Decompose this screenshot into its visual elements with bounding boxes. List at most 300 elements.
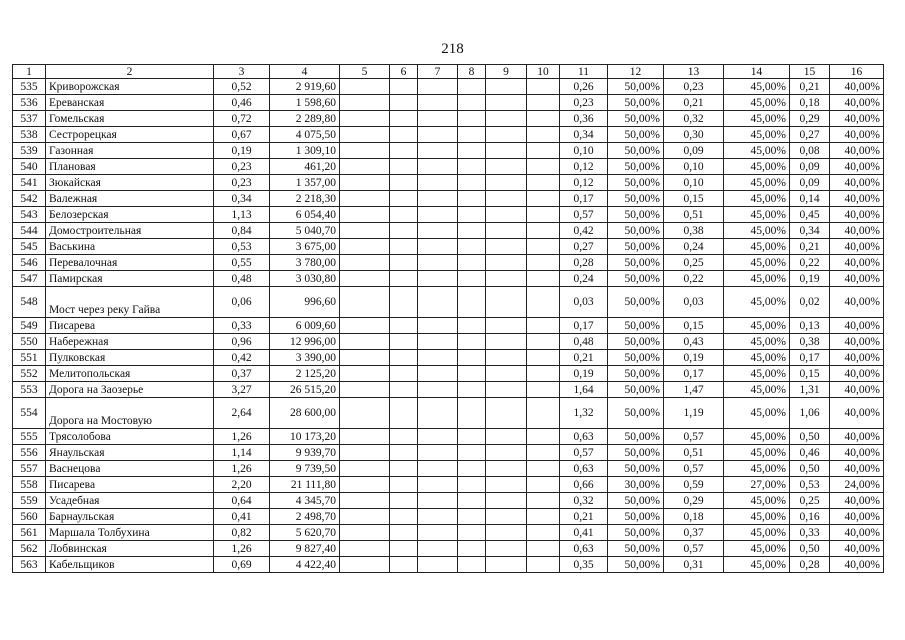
empty-cell xyxy=(486,191,527,207)
empty-cell xyxy=(340,159,390,175)
empty-cell xyxy=(486,239,527,255)
column-header: 9 xyxy=(486,65,527,79)
value-cell: 50,00% xyxy=(608,223,664,239)
value-cell: 9 739,50 xyxy=(270,461,340,477)
value-cell: 0,66 xyxy=(560,477,608,493)
empty-cell xyxy=(390,127,418,143)
empty-cell xyxy=(340,223,390,239)
value-cell: 0,28 xyxy=(790,557,830,573)
value-cell: 40,00% xyxy=(830,159,884,175)
empty-cell xyxy=(527,255,560,271)
empty-cell xyxy=(527,461,560,477)
value-cell: 45,00% xyxy=(724,207,790,223)
value-cell: 50,00% xyxy=(608,111,664,127)
value-cell: 2 919,60 xyxy=(270,79,340,95)
empty-cell xyxy=(340,366,390,382)
empty-cell xyxy=(418,557,458,573)
empty-cell xyxy=(486,334,527,350)
empty-cell xyxy=(340,271,390,287)
value-cell: 0,57 xyxy=(560,207,608,223)
value-cell: 50,00% xyxy=(608,239,664,255)
table-row xyxy=(13,493,884,509)
empty-cell xyxy=(390,79,418,95)
value-cell: 45,00% xyxy=(724,541,790,557)
value-cell: 0,45 xyxy=(790,207,830,223)
empty-cell xyxy=(340,461,390,477)
empty-cell xyxy=(527,95,560,111)
empty-cell xyxy=(486,350,527,366)
row-number: 563 xyxy=(13,557,46,573)
street-name: Барнаульская xyxy=(46,509,214,525)
empty-cell xyxy=(458,334,486,350)
empty-cell xyxy=(458,207,486,223)
table-row xyxy=(13,159,884,175)
value-cell: 45,00% xyxy=(724,525,790,541)
value-cell: 0,03 xyxy=(664,287,724,318)
value-cell: 3 780,00 xyxy=(270,255,340,271)
empty-cell xyxy=(458,127,486,143)
value-cell: 0,53 xyxy=(214,239,270,255)
empty-cell xyxy=(340,429,390,445)
empty-cell xyxy=(340,541,390,557)
empty-cell xyxy=(486,509,527,525)
value-cell: 0,03 xyxy=(560,287,608,318)
value-cell: 0,42 xyxy=(560,223,608,239)
empty-cell xyxy=(527,525,560,541)
empty-cell xyxy=(418,334,458,350)
street-name: Набережная xyxy=(46,334,214,350)
empty-cell xyxy=(458,398,486,429)
column-header: 12 xyxy=(608,65,664,79)
value-cell: 40,00% xyxy=(830,143,884,159)
empty-cell xyxy=(340,350,390,366)
table-row xyxy=(13,429,884,445)
column-header: 8 xyxy=(458,65,486,79)
value-cell: 0,43 xyxy=(664,334,724,350)
value-cell: 3,27 xyxy=(214,382,270,398)
value-cell: 2,64 xyxy=(214,398,270,429)
value-cell: 45,00% xyxy=(724,111,790,127)
value-cell: 0,12 xyxy=(560,159,608,175)
value-cell: 0,19 xyxy=(790,271,830,287)
street-name: Белозерская xyxy=(46,207,214,223)
value-cell: 0,63 xyxy=(560,461,608,477)
value-cell: 4 422,40 xyxy=(270,557,340,573)
empty-cell xyxy=(340,143,390,159)
value-cell: 50,00% xyxy=(608,271,664,287)
empty-cell xyxy=(340,509,390,525)
table-row xyxy=(13,79,884,95)
value-cell: 50,00% xyxy=(608,461,664,477)
row-number: 551 xyxy=(13,350,46,366)
value-cell: 0,30 xyxy=(664,127,724,143)
empty-cell xyxy=(390,159,418,175)
value-cell: 0,15 xyxy=(790,366,830,382)
value-cell: 28 600,00 xyxy=(270,398,340,429)
empty-cell xyxy=(458,525,486,541)
empty-cell xyxy=(486,493,527,509)
column-header: 2 xyxy=(46,65,214,79)
value-cell: 40,00% xyxy=(830,223,884,239)
value-cell: 45,00% xyxy=(724,79,790,95)
empty-cell xyxy=(340,557,390,573)
street-name: Зюкайская xyxy=(46,175,214,191)
empty-cell xyxy=(418,477,458,493)
street-name: Дорога на Заозерье xyxy=(46,382,214,398)
empty-cell xyxy=(527,366,560,382)
header-row xyxy=(13,65,884,79)
value-cell: 0,29 xyxy=(664,493,724,509)
value-cell: 0,23 xyxy=(560,95,608,111)
table-row xyxy=(13,95,884,111)
value-cell: 0,51 xyxy=(664,207,724,223)
value-cell: 0,13 xyxy=(790,318,830,334)
row-number: 550 xyxy=(13,334,46,350)
value-cell: 0,63 xyxy=(560,541,608,557)
empty-cell xyxy=(418,207,458,223)
value-cell: 50,00% xyxy=(608,191,664,207)
table-row xyxy=(13,509,884,525)
value-cell: 45,00% xyxy=(724,334,790,350)
value-cell: 6 009,60 xyxy=(270,318,340,334)
value-cell: 40,00% xyxy=(830,557,884,573)
empty-cell xyxy=(458,461,486,477)
empty-cell xyxy=(458,271,486,287)
value-cell: 40,00% xyxy=(830,525,884,541)
value-cell: 45,00% xyxy=(724,127,790,143)
table-row xyxy=(13,461,884,477)
value-cell: 3 030,80 xyxy=(270,271,340,287)
value-cell: 50,00% xyxy=(608,127,664,143)
empty-cell xyxy=(527,334,560,350)
value-cell: 0,41 xyxy=(560,525,608,541)
row-number: 552 xyxy=(13,366,46,382)
empty-cell xyxy=(458,143,486,159)
street-name: Ереванская xyxy=(46,95,214,111)
value-cell: 0,25 xyxy=(790,493,830,509)
empty-cell xyxy=(458,175,486,191)
value-cell: 0,53 xyxy=(790,477,830,493)
empty-cell xyxy=(486,271,527,287)
empty-cell xyxy=(527,175,560,191)
value-cell: 40,00% xyxy=(830,207,884,223)
value-cell: 0,21 xyxy=(790,239,830,255)
value-cell: 0,33 xyxy=(790,525,830,541)
empty-cell xyxy=(340,175,390,191)
value-cell: 50,00% xyxy=(608,493,664,509)
empty-cell xyxy=(418,255,458,271)
empty-cell xyxy=(418,95,458,111)
empty-cell xyxy=(527,477,560,493)
empty-cell xyxy=(390,525,418,541)
value-cell: 0,15 xyxy=(664,191,724,207)
table-row xyxy=(13,175,884,191)
value-cell: 3 390,00 xyxy=(270,350,340,366)
value-cell: 2 289,80 xyxy=(270,111,340,127)
value-cell: 40,00% xyxy=(830,255,884,271)
empty-cell xyxy=(527,223,560,239)
value-cell: 0,21 xyxy=(560,509,608,525)
value-cell: 45,00% xyxy=(724,95,790,111)
empty-cell xyxy=(486,143,527,159)
empty-cell xyxy=(390,541,418,557)
value-cell: 0,46 xyxy=(790,445,830,461)
value-cell: 0,84 xyxy=(214,223,270,239)
column-header: 4 xyxy=(270,65,340,79)
empty-cell xyxy=(486,318,527,334)
value-cell: 45,00% xyxy=(724,461,790,477)
value-cell: 1,13 xyxy=(214,207,270,223)
row-number: 547 xyxy=(13,271,46,287)
value-cell: 2 125,20 xyxy=(270,366,340,382)
row-number: 558 xyxy=(13,477,46,493)
value-cell: 50,00% xyxy=(608,429,664,445)
value-cell: 0,82 xyxy=(214,525,270,541)
value-cell: 40,00% xyxy=(830,493,884,509)
row-number: 538 xyxy=(13,127,46,143)
table-row xyxy=(13,239,884,255)
value-cell: 0,51 xyxy=(664,445,724,461)
empty-cell xyxy=(458,445,486,461)
empty-cell xyxy=(458,477,486,493)
value-cell: 0,67 xyxy=(214,127,270,143)
empty-cell xyxy=(390,445,418,461)
table-row xyxy=(13,477,884,493)
empty-cell xyxy=(527,207,560,223)
value-cell: 0,21 xyxy=(790,79,830,95)
empty-cell xyxy=(458,191,486,207)
column-header: 13 xyxy=(664,65,724,79)
value-cell: 0,31 xyxy=(664,557,724,573)
value-cell: 0,42 xyxy=(214,350,270,366)
value-cell: 0,21 xyxy=(664,95,724,111)
empty-cell xyxy=(390,271,418,287)
empty-cell xyxy=(390,334,418,350)
empty-cell xyxy=(340,255,390,271)
empty-cell xyxy=(527,318,560,334)
value-cell: 0,19 xyxy=(214,143,270,159)
street-name: Васнецова xyxy=(46,461,214,477)
value-cell: 0,21 xyxy=(560,350,608,366)
value-cell: 45,00% xyxy=(724,287,790,318)
table-row xyxy=(13,318,884,334)
empty-cell xyxy=(486,127,527,143)
value-cell: 1,26 xyxy=(214,461,270,477)
value-cell: 45,00% xyxy=(724,509,790,525)
empty-cell xyxy=(486,461,527,477)
empty-cell xyxy=(418,111,458,127)
value-cell: 0,28 xyxy=(560,255,608,271)
table-row xyxy=(13,525,884,541)
empty-cell xyxy=(390,111,418,127)
empty-cell xyxy=(418,382,458,398)
table-row xyxy=(13,111,884,127)
value-cell: 45,00% xyxy=(724,350,790,366)
value-cell: 0,41 xyxy=(214,509,270,525)
empty-cell xyxy=(527,509,560,525)
empty-cell xyxy=(418,239,458,255)
street-name: Маршала Толбухина xyxy=(46,525,214,541)
value-cell: 21 111,80 xyxy=(270,477,340,493)
empty-cell xyxy=(418,366,458,382)
value-cell: 0,09 xyxy=(790,175,830,191)
column-header: 16 xyxy=(830,65,884,79)
column-header: 14 xyxy=(724,65,790,79)
empty-cell xyxy=(418,159,458,175)
value-cell: 0,38 xyxy=(790,334,830,350)
row-number: 545 xyxy=(13,239,46,255)
street-name: Васькина xyxy=(46,239,214,255)
value-cell: 0,57 xyxy=(560,445,608,461)
value-cell: 6 054,40 xyxy=(270,207,340,223)
value-cell: 1 357,00 xyxy=(270,175,340,191)
value-cell: 45,00% xyxy=(724,239,790,255)
value-cell: 1,26 xyxy=(214,541,270,557)
value-cell: 0,09 xyxy=(790,159,830,175)
value-cell: 0,24 xyxy=(664,239,724,255)
street-name: Трясолобова xyxy=(46,429,214,445)
street-name: Криворожская xyxy=(46,79,214,95)
value-cell: 0,15 xyxy=(664,318,724,334)
empty-cell xyxy=(486,398,527,429)
street-name: Писарева xyxy=(46,318,214,334)
empty-cell xyxy=(527,159,560,175)
row-number: 536 xyxy=(13,95,46,111)
empty-cell xyxy=(418,525,458,541)
street-name: Усадебная xyxy=(46,493,214,509)
street-name: Перевалочная xyxy=(46,255,214,271)
value-cell: 45,00% xyxy=(724,271,790,287)
empty-cell xyxy=(458,111,486,127)
street-name: Мелитопольская xyxy=(46,366,214,382)
street-name: Валежная xyxy=(46,191,214,207)
table-row xyxy=(13,366,884,382)
empty-cell xyxy=(527,445,560,461)
value-cell: 3 675,00 xyxy=(270,239,340,255)
value-cell: 0,23 xyxy=(664,79,724,95)
value-cell: 50,00% xyxy=(608,143,664,159)
empty-cell xyxy=(527,287,560,318)
empty-cell xyxy=(527,382,560,398)
empty-cell xyxy=(418,541,458,557)
empty-cell xyxy=(486,95,527,111)
value-cell: 50,00% xyxy=(608,334,664,350)
value-cell: 0,36 xyxy=(560,111,608,127)
empty-cell xyxy=(486,541,527,557)
value-cell: 1,32 xyxy=(560,398,608,429)
value-cell: 0,17 xyxy=(664,366,724,382)
value-cell: 45,00% xyxy=(724,557,790,573)
empty-cell xyxy=(486,207,527,223)
empty-cell xyxy=(458,350,486,366)
value-cell: 50,00% xyxy=(608,350,664,366)
value-cell: 40,00% xyxy=(830,509,884,525)
value-cell: 40,00% xyxy=(830,461,884,477)
value-cell: 2,20 xyxy=(214,477,270,493)
column-header: 5 xyxy=(340,65,390,79)
empty-cell xyxy=(486,159,527,175)
empty-cell xyxy=(527,79,560,95)
value-cell: 40,00% xyxy=(830,287,884,318)
empty-cell xyxy=(390,350,418,366)
street-name: Сестрорецкая xyxy=(46,127,214,143)
row-number: 541 xyxy=(13,175,46,191)
empty-cell xyxy=(486,223,527,239)
value-cell: 461,20 xyxy=(270,159,340,175)
value-cell: 1,31 xyxy=(790,382,830,398)
table-row xyxy=(13,398,884,429)
empty-cell xyxy=(527,493,560,509)
table-row xyxy=(13,255,884,271)
empty-cell xyxy=(458,429,486,445)
empty-cell xyxy=(340,95,390,111)
value-cell: 0,96 xyxy=(214,334,270,350)
value-cell: 0,09 xyxy=(664,143,724,159)
empty-cell xyxy=(527,239,560,255)
row-number: 542 xyxy=(13,191,46,207)
empty-cell xyxy=(418,287,458,318)
value-cell: 40,00% xyxy=(830,429,884,445)
empty-cell xyxy=(486,382,527,398)
column-header: 11 xyxy=(560,65,608,79)
value-cell: 40,00% xyxy=(830,111,884,127)
empty-cell xyxy=(418,127,458,143)
empty-cell xyxy=(486,255,527,271)
value-cell: 50,00% xyxy=(608,525,664,541)
street-name: Кабельщиков xyxy=(46,557,214,573)
empty-cell xyxy=(390,223,418,239)
page-number: 218 xyxy=(441,41,464,57)
empty-cell xyxy=(458,223,486,239)
empty-cell xyxy=(527,541,560,557)
value-cell: 45,00% xyxy=(724,223,790,239)
value-cell: 45,00% xyxy=(724,191,790,207)
value-cell: 0,10 xyxy=(560,143,608,159)
value-cell: 50,00% xyxy=(608,287,664,318)
value-cell: 0,24 xyxy=(560,271,608,287)
table-row xyxy=(13,350,884,366)
empty-cell xyxy=(340,207,390,223)
value-cell: 40,00% xyxy=(830,366,884,382)
empty-cell xyxy=(390,477,418,493)
empty-cell xyxy=(390,191,418,207)
value-cell: 1,14 xyxy=(214,445,270,461)
value-cell: 2 218,30 xyxy=(270,191,340,207)
street-name: Мост через реку Гайва xyxy=(46,287,214,318)
table-row xyxy=(13,143,884,159)
value-cell: 0,17 xyxy=(560,191,608,207)
street-name: Лобвинская xyxy=(46,541,214,557)
empty-cell xyxy=(340,525,390,541)
value-cell: 0,34 xyxy=(560,127,608,143)
value-cell: 0,29 xyxy=(790,111,830,127)
value-cell: 0,27 xyxy=(790,127,830,143)
value-cell: 0,50 xyxy=(790,461,830,477)
empty-cell xyxy=(486,525,527,541)
empty-cell xyxy=(390,255,418,271)
value-cell: 40,00% xyxy=(830,79,884,95)
value-cell: 40,00% xyxy=(830,271,884,287)
value-cell: 45,00% xyxy=(724,445,790,461)
row-number: 544 xyxy=(13,223,46,239)
value-cell: 1,26 xyxy=(214,429,270,445)
value-cell: 40,00% xyxy=(830,318,884,334)
empty-cell xyxy=(390,493,418,509)
value-cell: 0,59 xyxy=(664,477,724,493)
value-cell: 26 515,20 xyxy=(270,382,340,398)
value-cell: 45,00% xyxy=(724,382,790,398)
empty-cell xyxy=(527,143,560,159)
